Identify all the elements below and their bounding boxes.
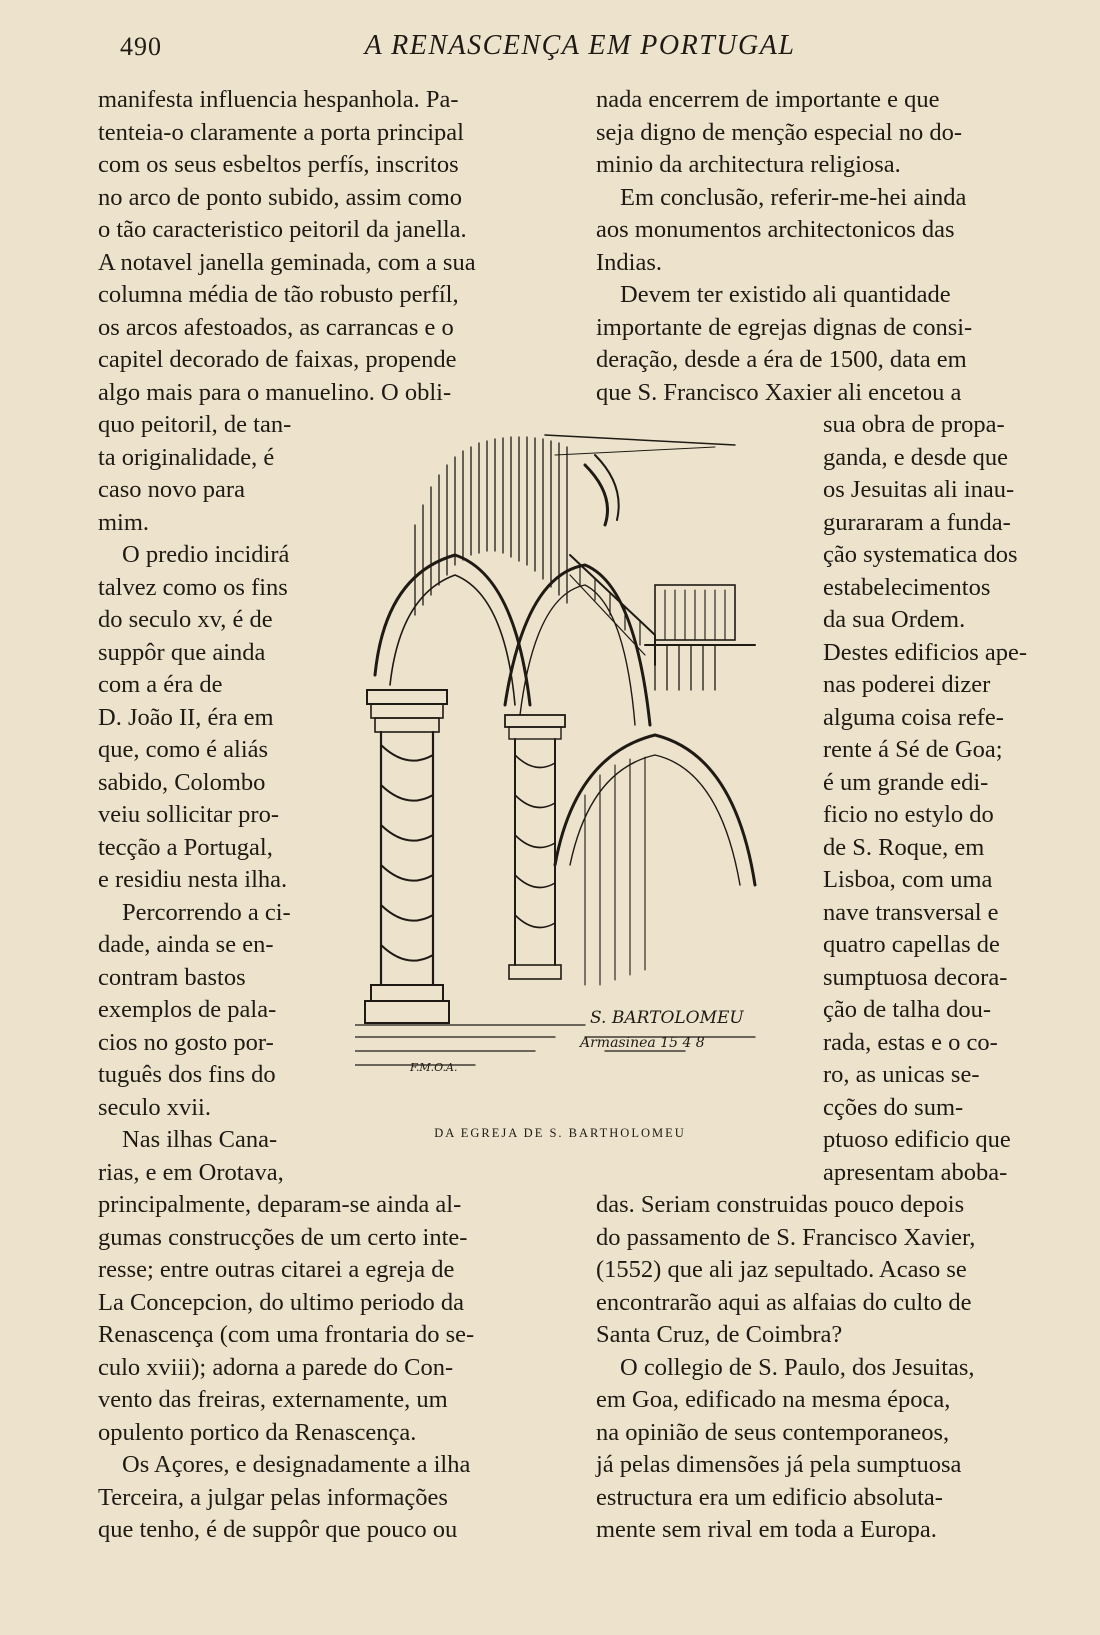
page-number: 490 bbox=[120, 32, 162, 61]
left-column-line: culo xviii); adorna a parede do Con- bbox=[98, 1353, 454, 1381]
left-column-line: contram bastos bbox=[98, 963, 246, 991]
right-column-line: Santa Cruz, de Coimbra? bbox=[596, 1321, 843, 1348]
left-column-line: ta originalidade, é bbox=[98, 443, 275, 471]
left-column-line: tecção a Portugal, bbox=[98, 833, 273, 861]
left-column-line: A notavel janella geminada, com a sua bbox=[98, 248, 476, 276]
right-column-line: (1552) que ali jaz sepultado. Acaso se bbox=[596, 1256, 967, 1283]
right-column-line: já pelas dimensões já pela sumptuosa bbox=[596, 1451, 962, 1478]
left-column-line: algo mais para o manuelino. O obli- bbox=[98, 378, 452, 406]
left-column-line: columna média de tão robusto perfíl, bbox=[98, 281, 459, 308]
right-column-line: os Jesuitas ali inau- bbox=[823, 476, 1015, 503]
right-column-line: da sua Ordem. bbox=[823, 606, 966, 633]
right-column-line: alguma coisa refe- bbox=[823, 703, 1004, 731]
right-column-line: nada encerrem de importante e que bbox=[596, 86, 940, 113]
right-column-line: seja digno de menção especial no do- bbox=[596, 118, 963, 146]
left-column-line: cios no gosto por- bbox=[98, 1028, 274, 1056]
right-column-line: em Goa, edificado na mesma época, bbox=[596, 1386, 951, 1413]
left-column-line: mim. bbox=[98, 508, 150, 536]
right-column-line: que S. Francisco Xaxier ali encetou a bbox=[596, 378, 962, 406]
right-column-line: sua obra de propa- bbox=[823, 411, 1005, 438]
right-column-line: sumptuosa decora- bbox=[823, 963, 1008, 991]
right-column-line: apresentam aboba- bbox=[823, 1158, 1008, 1186]
left-column-line: suppôr que ainda bbox=[98, 638, 266, 666]
right-column-line: é um grande edi- bbox=[823, 768, 989, 796]
left-column-line: gumas construcções de um certo inte- bbox=[98, 1223, 468, 1251]
left-column-line: no arco de ponto subido, assim como bbox=[98, 183, 463, 211]
artist-signature: F.M.O.A. bbox=[410, 1061, 458, 1074]
left-column-line: veiu sollicitar pro- bbox=[98, 801, 279, 828]
right-column-line: ganda, e desde que bbox=[823, 443, 1009, 471]
left-column-line: resse; entre outras citarei a egreja de bbox=[98, 1256, 455, 1283]
right-column-line: encontrarão aqui as alfaias do culto de bbox=[596, 1288, 972, 1316]
right-column-line: ficio no estylo do bbox=[823, 801, 994, 828]
left-column-line: principalmente, deparam-se ainda al- bbox=[98, 1191, 462, 1218]
right-column-line: Em conclusão, referir-me-hei ainda bbox=[620, 183, 967, 211]
left-column-line: com a éra de bbox=[98, 671, 223, 698]
left-column-line: manifesta influencia hespanhola. Pa- bbox=[98, 86, 459, 113]
left-column-line: D. João II, éra em bbox=[98, 703, 274, 731]
left-column-line: que tenho, é de suppôr que pouco ou bbox=[98, 1516, 458, 1543]
right-column-line: mente sem rival em toda a Europa. bbox=[596, 1516, 937, 1543]
left-column-line: do seculo xv, é de bbox=[98, 606, 273, 633]
left-column-line: exemplos de pala- bbox=[98, 996, 277, 1023]
left-column-line: Terceira, a julgar pelas informações bbox=[98, 1483, 448, 1511]
left-column-line: o tão caracteristico peitoril da janella. bbox=[98, 216, 467, 243]
left-column-line: caso novo para bbox=[98, 476, 245, 503]
left-column-line: Os Açores, e designadamente a ilha bbox=[122, 1451, 471, 1478]
right-column-line: quatro capellas de bbox=[823, 931, 1000, 958]
left-column-line: Percorrendo a ci- bbox=[122, 898, 291, 926]
right-column-line: O collegio de S. Paulo, dos Jesuitas, bbox=[620, 1353, 975, 1381]
running-title: A RENASCENÇA EM PORTUGAL bbox=[364, 30, 796, 61]
right-column-line: Devem ter existido ali quantidade bbox=[620, 281, 951, 308]
right-column-line: das. Seriam construidas pouco depois bbox=[596, 1191, 965, 1218]
left-column-line: os arcos afestoados, as carrancas e o bbox=[98, 313, 454, 341]
left-column-line: com os seus esbeltos perfís, inscritos bbox=[98, 151, 459, 178]
right-column-line: do passamento de S. Francisco Xavier, bbox=[596, 1223, 976, 1251]
engraving-figure bbox=[355, 425, 815, 1125]
left-column-line: vento das freiras, externamente, um bbox=[98, 1386, 448, 1413]
left-column-line: capitel decorado de faixas, propende bbox=[98, 346, 457, 373]
left-column-line: tenteia-o claramente a porta principal bbox=[98, 118, 464, 146]
right-column-line: ro, as unicas se- bbox=[823, 1061, 980, 1088]
page-header bbox=[0, 28, 1100, 68]
left-column-line: rias, e em Orotava, bbox=[98, 1158, 284, 1186]
right-column-line: Destes edificios ape- bbox=[823, 638, 1028, 666]
right-column-line: nave transversal e bbox=[823, 898, 999, 926]
right-column-line: deração, desde a éra de 1500, data em bbox=[596, 346, 967, 373]
right-column-line: rente á Sé de Goa; bbox=[823, 736, 1003, 763]
right-column-line: cções do sum- bbox=[823, 1093, 964, 1121]
left-column-line: Nas ilhas Cana- bbox=[122, 1126, 278, 1153]
right-column-line: ção systematica dos bbox=[823, 541, 1018, 568]
right-column-line: estructura era um edificio absoluta- bbox=[596, 1483, 943, 1511]
right-column-line: minio da architectura religiosa. bbox=[596, 151, 901, 178]
left-column-line: O predio incidirá bbox=[122, 541, 290, 568]
right-column-line: estabelecimentos bbox=[823, 573, 991, 601]
right-column-line: rada, estas e o co- bbox=[823, 1028, 998, 1056]
left-column-line: dade, ainda se en- bbox=[98, 931, 274, 958]
right-column-line: gurararam a funda- bbox=[823, 508, 1011, 536]
left-column-line: talvez como os fins bbox=[98, 573, 288, 601]
figure-caption: DA EGREJA DE S. BARTHOLOMEU bbox=[434, 1126, 686, 1140]
left-column-line: quo peitoril, de tan- bbox=[98, 411, 292, 438]
inscription-label: S. BARTOLOMEU bbox=[590, 1008, 744, 1028]
right-column-line: na opinião de seus contemporaneos, bbox=[596, 1418, 950, 1446]
left-column-line: Renascença (com uma frontaria do se- bbox=[98, 1321, 475, 1348]
left-column-line: seculo xvii. bbox=[98, 1093, 211, 1121]
right-column-line: Lisboa, com uma bbox=[823, 866, 993, 893]
right-column-line: importante de egrejas dignas de consi- bbox=[596, 313, 973, 341]
arcade-illustration bbox=[355, 425, 815, 1125]
left-column-line: sabido, Colombo bbox=[98, 768, 266, 796]
right-column-line: aos monumentos architectonicos das bbox=[596, 216, 955, 243]
left-column-line: opulento portico da Renascença. bbox=[98, 1418, 417, 1446]
left-column-line: tuguês dos fins do bbox=[98, 1061, 276, 1088]
right-column-line: nas poderei dizer bbox=[823, 671, 991, 698]
place-date-label: Armasinea 15 4 8 bbox=[580, 1035, 705, 1051]
left-column-line: La Concepcion, do ultimo periodo da bbox=[98, 1288, 465, 1316]
right-column-line: ptuoso edificio que bbox=[823, 1126, 1011, 1153]
right-column-line: Indias. bbox=[596, 248, 662, 276]
right-column-line: de S. Roque, em bbox=[823, 833, 985, 861]
right-column-line: ção de talha dou- bbox=[823, 996, 992, 1023]
left-column-line: e residiu nesta ilha. bbox=[98, 866, 288, 893]
left-column-line: que, como é aliás bbox=[98, 736, 269, 763]
